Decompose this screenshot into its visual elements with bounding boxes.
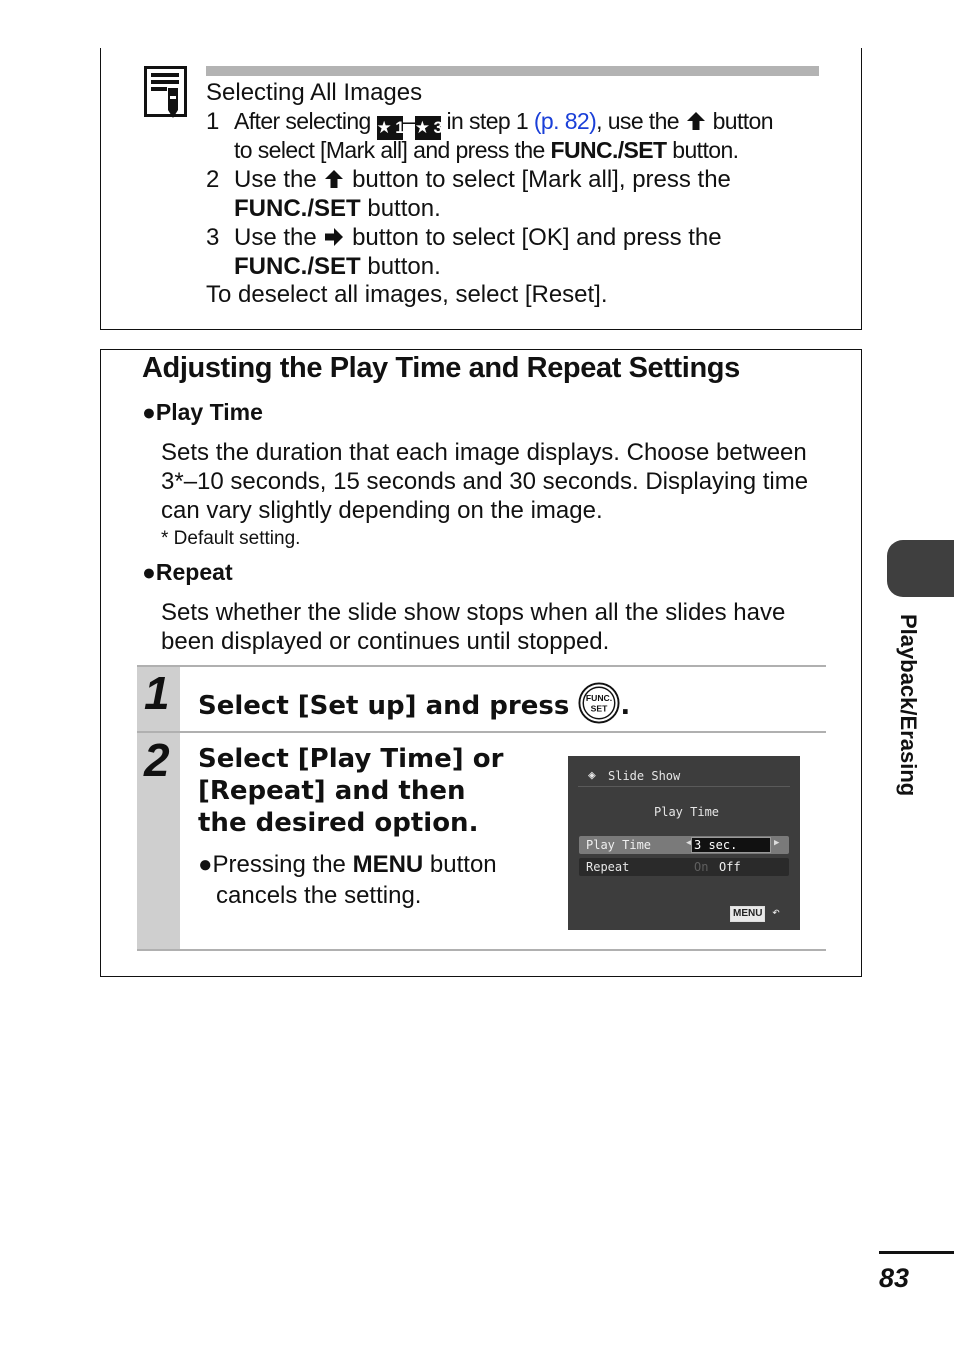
note-footer: To deselect all images, select [Reset]. <box>206 281 608 308</box>
text-line: been displayed or continues until stopped. <box>161 628 610 655</box>
heading-text: Repeat <box>155 559 233 585</box>
row-value: 3 sec. <box>691 837 771 853</box>
note-text: Use the <box>234 224 324 251</box>
chapter-label-text: Playback/Erasing <box>896 614 921 797</box>
bullet-icon: ● <box>198 851 213 878</box>
page-number-rule <box>879 1251 954 1254</box>
note-step3-line2 <box>234 252 441 281</box>
repeat-description <box>161 598 785 656</box>
note-text: button to select [Mark all], press the <box>352 166 731 193</box>
protect-star-1-icon: ★ 1 <box>377 116 403 140</box>
left-arrow-icon: ◀ <box>686 838 692 848</box>
return-icon: ↶ <box>772 905 780 920</box>
camera-screen <box>568 756 800 930</box>
right-arrow-icon <box>323 226 345 248</box>
screen-header: Slide Show <box>608 769 681 783</box>
screen-subheader: Play Time <box>654 805 720 819</box>
menu-label: MENU <box>352 851 424 878</box>
step-divider <box>137 731 826 733</box>
note-step-number: 2 <box>206 166 220 193</box>
func-set-button-icon <box>578 682 620 724</box>
func-set-label: FUNC./SET <box>550 137 667 163</box>
step-title-text: . <box>620 691 631 721</box>
up-arrow-icon <box>685 110 707 132</box>
note-text: button <box>706 108 773 134</box>
row-option-dim: On <box>694 860 709 874</box>
heading-text: Play Time <box>155 399 263 425</box>
func-set-label: FUNC./SET <box>234 253 361 280</box>
note-text: button. <box>360 253 441 280</box>
step-number: 2 <box>144 734 170 786</box>
note-text: button. <box>666 137 739 163</box>
protect-star-3-icon: ★ 3 <box>415 116 441 140</box>
row-value: Off <box>719 860 741 874</box>
step2-bullet-line2: cancels the setting. <box>216 882 422 909</box>
note-header-bar <box>206 66 819 76</box>
note-text: , use the <box>596 108 685 134</box>
note-text: button to select [OK] and press the <box>352 224 722 251</box>
step-title-text: Select [Set up] and press <box>198 691 570 721</box>
row-label: Repeat <box>586 860 630 874</box>
step-title-line: the desired option. <box>198 808 479 838</box>
note-text: Use the <box>234 166 324 193</box>
step-title-line: [Repeat] and then <box>198 776 466 806</box>
note-step3-line1 <box>234 223 722 252</box>
step-number: 1 <box>144 667 170 719</box>
right-arrow-icon: ▶ <box>774 838 780 848</box>
set-label: SET <box>591 703 608 714</box>
text-line: 3*–10 seconds, 15 seconds and 30 seconds. Displaying time <box>161 468 809 495</box>
memo-icon <box>144 66 188 120</box>
section-title: Adjusting the Play Time and Repeat Settings <box>142 352 740 384</box>
bullet-text: Pressing the <box>212 851 353 878</box>
play-time-description <box>161 438 808 525</box>
step-divider <box>137 949 826 951</box>
note-title: Selecting All Images <box>206 79 423 106</box>
note-step1-line2 <box>234 136 738 165</box>
text-line: can vary slightly depending on the image. <box>161 497 603 524</box>
page-link[interactable]: (p. 82) <box>533 108 597 134</box>
screen-divider <box>578 786 790 787</box>
repeat-heading <box>142 559 233 586</box>
play-time-heading <box>142 399 263 426</box>
step-title-line: Select [Play Time] or <box>198 744 504 774</box>
step2-bullet <box>198 850 497 879</box>
text-line: Sets whether the slide show stops when all the slides have <box>161 599 786 626</box>
func-label: FUNC. <box>586 693 613 704</box>
note-text: button. <box>360 195 441 222</box>
up-arrow-icon <box>323 168 345 190</box>
step-divider <box>137 665 826 667</box>
page-number: 83 <box>879 1263 910 1293</box>
bullet-icon: ● <box>142 399 156 425</box>
menu-key-badge: MENU <box>730 906 765 922</box>
chapter-tab <box>887 540 954 597</box>
step1-title <box>198 682 630 724</box>
slideshow-icon: ◈ <box>588 768 596 783</box>
func-set-label: FUNC./SET <box>234 195 361 222</box>
screen-row-repeat[interactable] <box>579 858 789 876</box>
bullet-icon: ● <box>142 559 156 585</box>
text-line: Sets the duration that each image displays. Choose between <box>161 439 807 466</box>
step2-title <box>198 743 503 839</box>
note-text: to select [Mark all] and press the <box>234 137 551 163</box>
chapter-label <box>893 614 921 834</box>
default-footnote: * Default setting. <box>161 528 301 549</box>
row-label: Play Time <box>586 838 652 852</box>
note-text: After selecting <box>234 108 377 134</box>
note-text: – <box>402 108 415 134</box>
screen-row-play-time[interactable] <box>579 836 789 854</box>
note-step2-line1 <box>234 165 731 194</box>
note-step-number: 1 <box>206 108 220 135</box>
note-text: in step 1 <box>440 108 534 134</box>
note-step2-line2 <box>234 194 441 223</box>
note-step-number: 3 <box>206 224 220 251</box>
bullet-text: button <box>423 851 497 878</box>
